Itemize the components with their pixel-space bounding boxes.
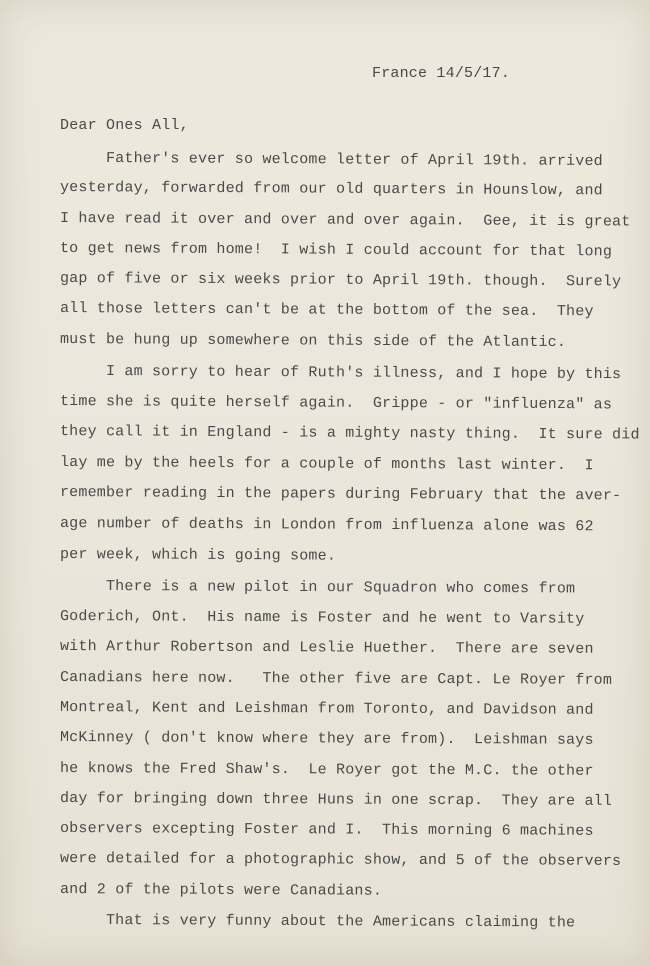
text-line: time she is quite herself again. Grippe - or "influenza" as — [59, 393, 613, 414]
text-line: with Arthur Robertson and Leslie Huether. There are seven — [59, 638, 594, 658]
text-line: all those letters can't be at the bottom of the sea. They — [59, 300, 594, 321]
text-line: they call it in England - is a mighty nasty thing. It sure did — [59, 423, 640, 444]
letter-salutation: Dear Ones All, — [60, 117, 189, 134]
text-line: I am sorry to hear of Ruth's illness, and I hope by this — [105, 363, 622, 384]
text-line: There is a new pilot in our Squadron who comes from — [105, 578, 576, 598]
text-line: Montreal, Kent and Leishman from Toronto, and Davidson and — [59, 699, 594, 719]
text-line: Father's ever so welcome letter of April 19th. arrived — [105, 150, 603, 171]
text-line: yesterday, forwarded from our old quarters in Hounslow, and — [59, 179, 603, 200]
text-line: were detailed for a photographic show, and 5 of the observers — [59, 850, 622, 870]
text-line: Goderich, Ont. His name is Foster and he went to Varsity — [59, 608, 585, 628]
text-line: remember reading in the papers during February that the aver- — [59, 484, 622, 505]
text-line: I have read it over and over and over again. Gee, it is great — [59, 210, 631, 231]
text-line: day for bringing down three Huns in one scrap. They are all — [59, 790, 613, 810]
text-line: age number of deaths in London from influenza alone was 62 — [59, 515, 594, 536]
text-line: he knows the Fred Shaw's. Le Royer got the M.C. the other — [59, 760, 594, 780]
text-line: to get news from home! I wish I could account for that long — [59, 240, 613, 261]
text-line: per week, which is going some. — [59, 546, 337, 565]
text-line: must be hung up somewhere on this side of the Atlantic. — [59, 331, 567, 352]
text-line: and 2 of the pilots were Canadians. — [59, 881, 383, 900]
text-line: lay me by the heels for a couple of months last winter. I — [59, 454, 594, 475]
letter-date: France 14/5/17. — [372, 65, 511, 82]
text-line: Canadians here now. The other five are Capt. Le Royer from — [59, 669, 613, 689]
text-line: observers excepting Foster and I. This morning 6 machines — [59, 820, 594, 840]
text-line: That is very funny about the Americans claiming the — [105, 912, 576, 932]
text-line: McKinney ( don't know where they are from). Leishman says — [59, 729, 594, 749]
text-line: gap of five or six weeks prior to April 19th. though. Surely — [59, 270, 622, 291]
